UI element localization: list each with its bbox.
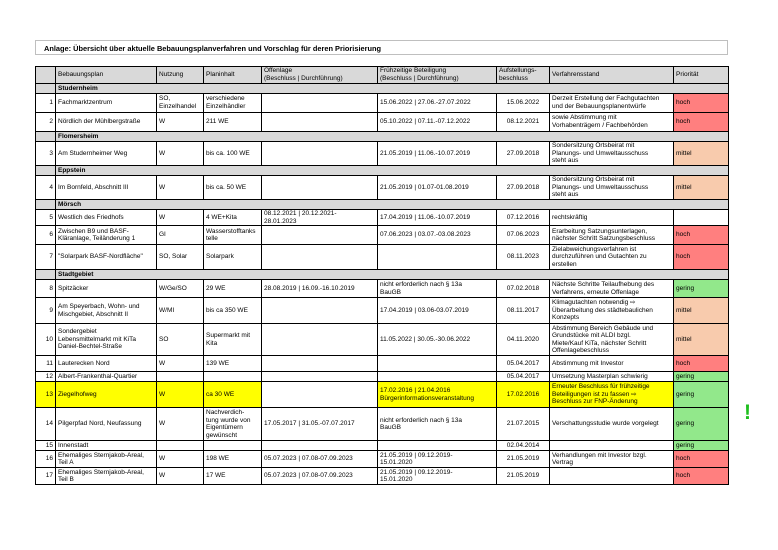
row-number: 17 [36,468,56,485]
section-row-moersch [36,200,729,210]
aufstellungsbeschluss: 07.12.2016 [497,210,550,226]
row-number: 6 [36,226,56,245]
fruehzeitige-beteiligung: 17.02.2016 | 21.04.2016 Bürgerinformationsveranstaltung [378,382,497,408]
aufstellungsbeschluss: 07.06.2023 [497,226,550,245]
nutzung: SO [157,324,204,356]
table-row [36,408,729,441]
nutzung [157,441,204,451]
prioritaet: gering [674,280,729,298]
planinhalt: verschiedene Einzelhändler [204,94,262,113]
plan-name: Ziegelhofweg [56,382,157,408]
aufstellungsbeschluss: 08.11.2017 [497,298,550,324]
offenlage [262,176,378,200]
fruehzeitige-beteiligung: nicht erforderlich nach § 13a BauGB [378,280,497,298]
nutzung [157,372,204,382]
plan-name: Zwischen B9 und BASF- Kläranlage, Teiländerung 1 [56,226,157,245]
aufstellungsbeschluss: 08.12.2021 [497,113,550,132]
plan-name: Lauterecken Nord [56,356,157,372]
row-number: 3 [36,142,56,166]
table-row [36,176,729,200]
offenlage: 28.08.2019 | 16.09.-16.10.2019 [262,280,378,298]
offenlage [262,245,378,270]
fruehzeitige-beteiligung: 15.06.2022 | 27.06.-27.07.2022 [378,94,497,113]
plan-name: Am Speyerbach, Wohn- und Mischgebiet, Abschnitt II [56,298,157,324]
fruehzeitige-beteiligung: 21.05.2019 | 01.07-01.08.2019 [378,176,497,200]
aufstellungsbeschluss: 07.02.2018 [497,280,550,298]
row-number: 16 [36,451,56,468]
section-title: Mörsch [56,200,729,210]
aufstellungsbeschluss: 05.04.2017 [497,356,550,372]
verfahrensstand: Zielabweichungsverfahren ist durchzuführen und Gutachten zu erstellen [550,245,674,270]
plan-name: Westlich des Friedhofs [56,210,157,226]
prioritaet: gering [674,382,729,408]
plan-name: Albert-Frankenthal-Quartier [56,372,157,382]
row-number: 13 [36,382,56,408]
table-row [36,324,729,356]
section-title: Studernheim [56,84,729,94]
offenlage [262,142,378,166]
nutzung: W [157,176,204,200]
nutzung: W [157,408,204,441]
offenlage: 08.12.2021 | 20.12.2021- 28.01.2023 [262,210,378,226]
verfahrensstand: Verhandlungen mit Investor bzgl. Vertrag [550,451,674,468]
offenlage [262,324,378,356]
nutzung: W [157,210,204,226]
row-number: 8 [36,280,56,298]
table-row [36,356,729,372]
plan-name: Fachmarktzentrum [56,94,157,113]
plan-name: Sondergebiet Lebensmittelmarkt mit KiTa Daniel-Bechtel-Straße [56,324,157,356]
table-row [36,226,729,245]
fruehzeitige-beteiligung: nicht erforderlich nach § 13a BauGB [378,408,497,441]
section-spacer [36,200,56,210]
section-row-stadtgebiet [36,270,729,280]
row-number: 7 [36,245,56,270]
row-number: 5 [36,210,56,226]
plan-name: Ehemaliges Sternjakob-Areal, Teil A [56,451,157,468]
nutzung: W [157,356,204,372]
plan-name: Spitzäcker [56,280,157,298]
fruehzeitige-beteiligung: 17.04.2019 | 11.06.-10.07.2019 [378,210,497,226]
offenlage [262,113,378,132]
prioritaet: gering [674,372,729,382]
planinhalt: bis ca. 50 WE [204,176,262,200]
nutzung: GI [157,226,204,245]
header-nutzung: Nutzung [157,67,204,84]
table-row [36,468,729,485]
planinhalt: 139 WE [204,356,262,372]
verfahrensstand: Abstimmung mit Investor [550,356,674,372]
prioritaet: hoch [674,468,729,485]
header-fruehzeitig: Frühzeitige Beteiligung (Beschluss | Durchführung) [378,67,497,84]
header-verfahrensstand: Verfahrensstand [550,67,674,84]
offenlage [262,441,378,451]
aufstellungsbeschluss: 21.05.2019 [497,468,550,485]
attention-marker: ! [744,401,751,424]
table-row [36,451,729,468]
row-number: 15 [36,441,56,451]
header-nr [36,67,56,84]
offenlage: 05.07.2023 | 07.08-07.09.2023 [262,451,378,468]
planinhalt [204,372,262,382]
section-spacer [36,166,56,176]
fruehzeitige-beteiligung [378,372,497,382]
verfahrensstand: Abstimmung Bereich Gebäude und Grundstücke mit ALDI bzgl. Miete/Kauf KiTa, nächster Schritt Offenlagebeschluss [550,324,674,356]
prioritaet: hoch [674,94,729,113]
fruehzeitige-beteiligung: 11.05.2022 | 30.05.-30.06.2022 [378,324,497,356]
verfahrensstand [550,441,674,451]
fruehzeitige-beteiligung: 17.04.2019 | 03.06-03.07.2019 [378,298,497,324]
aufstellungsbeschluss: 15.06.2022 [497,94,550,113]
planinhalt: 29 WE [204,280,262,298]
prioritaet: hoch [674,451,729,468]
planinhalt: bis ca. 100 WE [204,142,262,166]
section-row-eppstein [36,166,729,176]
table-row [36,142,729,166]
offenlage [262,382,378,408]
section-row-flomersheim [36,132,729,142]
nutzung: W [157,382,204,408]
header-bebauungsplan: Bebauungsplan [56,67,157,84]
prioritaet: mittel [674,176,729,200]
section-row-studernheim [36,84,729,94]
bebauungsplan-table [35,66,729,485]
prioritaet [674,210,729,226]
row-number: 12 [36,372,56,382]
aufstellungsbeschluss: 04.11.2020 [497,324,550,356]
table-row [36,372,729,382]
row-number: 11 [36,356,56,372]
aufstellungsbeschluss: 02.04.2014 [497,441,550,451]
row-number: 10 [36,324,56,356]
offenlage [262,94,378,113]
verfahrensstand: Derzeit Erstellung der Fachgutachten und der Bebauungsplanentwürfe [550,94,674,113]
offenlage [262,372,378,382]
verfahrensstand: Sondersitzung Ortsbeirat mit Planungs- und Umweltausschuss steht aus [550,142,674,166]
table-row [36,298,729,324]
planinhalt: Nachverdich- tung wurde von Eigentümern gewünscht [204,408,262,441]
prioritaet: mittel [674,142,729,166]
planinhalt: Solarpark [204,245,262,270]
nutzung: W/MI [157,298,204,324]
plan-name: Am Studernheimer Weg [56,142,157,166]
aufstellungsbeschluss: 05.04.2017 [497,372,550,382]
nutzung: W/Ge/SO [157,280,204,298]
row-number: 4 [36,176,56,200]
header-planinhalt: Planinhalt [204,67,262,84]
verfahrensstand: Sondersitzung Ortsbeirat mit Planungs- und Umweltausschuss steht aus [550,176,674,200]
table-row [36,113,729,132]
planinhalt: Wasserstofftanks telle [204,226,262,245]
nutzung: W [157,142,204,166]
fruehzeitige-beteiligung: 21.05.2019 | 11.06.-10.07.2019 [378,142,497,166]
fruehzeitige-beteiligung: 05.10.2022 | 07.11.-07.12.2022 [378,113,497,132]
planinhalt: bis ca 350 WE [204,298,262,324]
verfahrensstand: Erarbeitung Satzungsunterlagen, nächster Schritt Satzungsbeschluss [550,226,674,245]
nutzung: SO, Solar [157,245,204,270]
prioritaet: hoch [674,113,729,132]
plan-name: Innenstadt [56,441,157,451]
table-row [36,280,729,298]
table-row [36,382,729,408]
fruehzeitige-beteiligung [378,245,497,270]
fruehzeitige-beteiligung [378,441,497,451]
row-number: 14 [36,408,56,441]
aufstellungsbeschluss: 21.05.2019 [497,451,550,468]
aufstellungsbeschluss: 27.09.2018 [497,142,550,166]
prioritaet: hoch [674,245,729,270]
offenlage: 05.07.2023 | 07.08-07.09.2023 [262,468,378,485]
planinhalt: Supermarkt mit Kita [204,324,262,356]
row-number: 1 [36,94,56,113]
header-row [36,67,729,84]
nutzung: W [157,468,204,485]
section-spacer [36,132,56,142]
verfahrensstand [550,468,674,485]
fruehzeitige-beteiligung: 07.06.2023 | 03.07.-03.08.2023 [378,226,497,245]
table-row [36,245,729,270]
prioritaet: gering [674,441,729,451]
document-caption: Anlage: Übersicht über aktuelle Bebauungsplanverfahren und Vorschlag für deren Priorisierung [35,40,728,55]
planinhalt: 211 WE [204,113,262,132]
nutzung: W [157,451,204,468]
verfahrensstand: Umsetzung Masterplan schwierig [550,372,674,382]
plan-name: Ehemaliges Sternjakob-Areal, Teil B [56,468,157,485]
section-spacer [36,270,56,280]
fruehzeitige-beteiligung [378,356,497,372]
section-title: Flomersheim [56,132,729,142]
planinhalt: 17 WE [204,468,262,485]
fruehzeitige-beteiligung: 21.05.2019 | 09.12.2019- 15.01.2020 [378,451,497,468]
nutzung: SO, Einzelhandel [157,94,204,113]
aufstellungsbeschluss: 21.07.2015 [497,408,550,441]
planinhalt: 198 WE [204,451,262,468]
verfahrensstand: Nächste Schritte Teilaufhebung des Verfahrens, erneute Offenlage [550,280,674,298]
aufstellungsbeschluss: 17.02.2016 [497,382,550,408]
offenlage [262,356,378,372]
section-title: Stadtgebiet [56,270,729,280]
row-number: 9 [36,298,56,324]
section-spacer [36,84,56,94]
prioritaet: mittel [674,324,729,356]
planinhalt: 4 WE+Kita [204,210,262,226]
prioritaet: hoch [674,226,729,245]
table-row [36,441,729,451]
verfahrensstand: Erneuter Beschluss für frühzeitige Beteiligungen ist zu fassen ⇨ Beschluss zur FNP-Änderung [550,382,674,408]
header-prioritaet: Priorität [674,67,729,84]
planinhalt [204,441,262,451]
prioritaet: hoch [674,356,729,372]
planinhalt: ca 30 WE [204,382,262,408]
offenlage [262,226,378,245]
prioritaet: mittel [674,298,729,324]
verfahrensstand: rechtskräftig [550,210,674,226]
plan-name: "Solarpark BASF-Nordfläche" [56,245,157,270]
verfahrensstand: Klimagutachten notwendig ⇨ Überarbeitung des städtebaulichen Konzepts [550,298,674,324]
table-row [36,210,729,226]
aufstellungsbeschluss: 08.11.2023 [497,245,550,270]
section-title: Eppstein [56,166,729,176]
plan-name: Im Bornfeld, Abschnitt III [56,176,157,200]
header-offenlage: Offenlage (Beschluss | Durchführung) [262,67,378,84]
verfahrensstand: sowie Abstimmung mit Vorhabenträgern / Fachbehörden [550,113,674,132]
verfahrensstand: Verschattungsstudie wurde vorgelegt [550,408,674,441]
aufstellungsbeschluss: 27.09.2018 [497,176,550,200]
row-number: 2 [36,113,56,132]
header-aufstellung: Aufstellungs- beschluss [497,67,550,84]
plan-name: Pilgerpfad Nord, Neufassung [56,408,157,441]
fruehzeitige-beteiligung: 21.05.2019 | 09.12.2019- 15.01.2020 [378,468,497,485]
table-row [36,94,729,113]
offenlage [262,298,378,324]
plan-name: Nördlich der Mühlbergstraße [56,113,157,132]
offenlage: 17.05.2017 | 31.05.-07.07.2017 [262,408,378,441]
prioritaet: gering [674,408,729,441]
nutzung: W [157,113,204,132]
